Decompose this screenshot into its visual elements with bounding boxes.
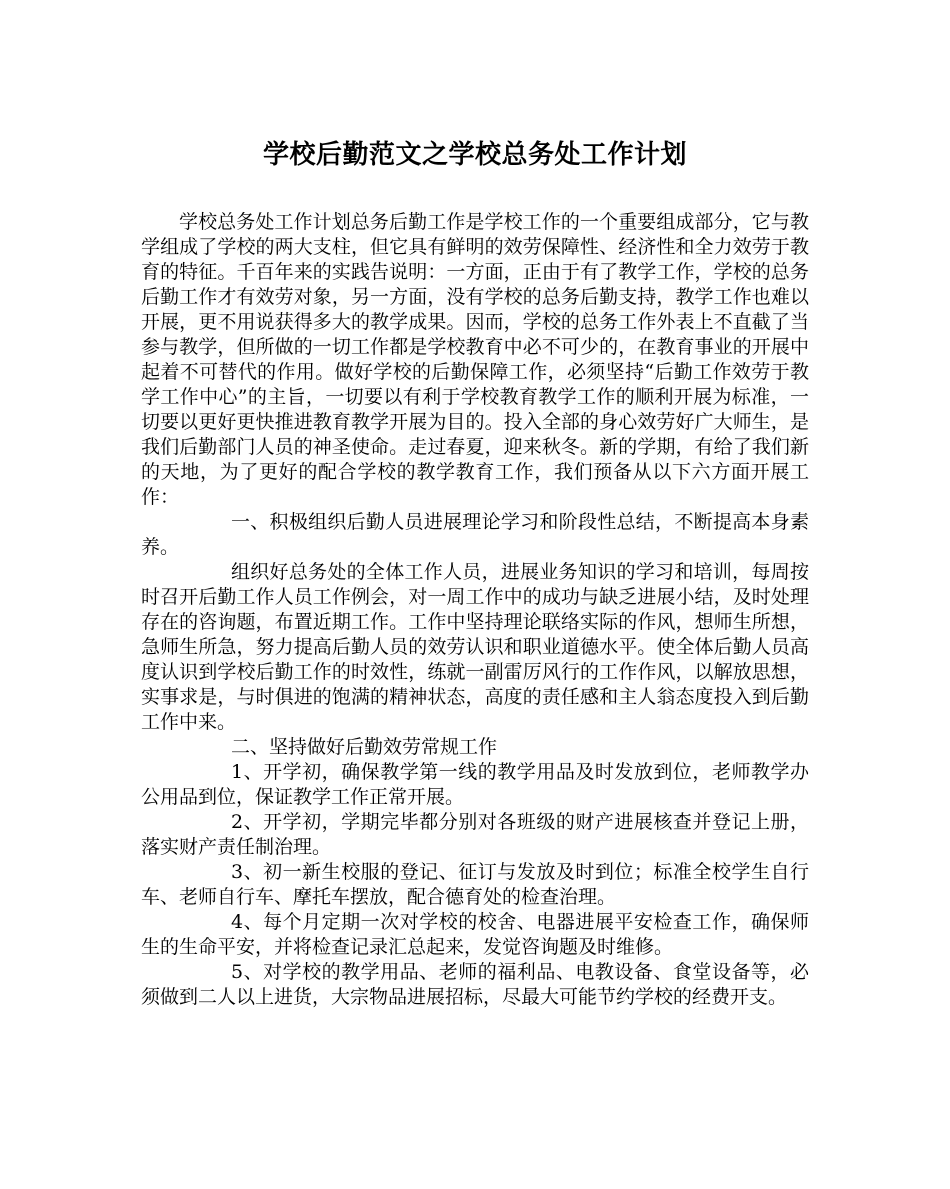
list-item-4: 4、每个月定期一次对学校的校舍、电器进展平安检查工作，确保师生的生命平安，并将检查记录汇总起来，发觉咨询题及时维修。 [141, 911, 809, 958]
list-item-1: 1、开学初，确保教学第一线的教学用品及时发放到位，老师教学办公用品到位，保证教学工作正常开展。 [141, 761, 809, 808]
list-item-3: 3、初一新生校服的登记、征订与发放及时到位；标准全校学生自行车、老师自行车、摩托车摆放，配合德育处的检查治理。 [141, 861, 809, 908]
section-heading-2: 二、坚持做好后勤效劳常规工作 [231, 736, 498, 758]
list-item-5: 5、对学校的教学用品、老师的福利品、电教设备、食堂设备等，必须做到二人以上进货，大宗物品进展招标，尽最大可能节约学校的经费开支。 [141, 961, 809, 1008]
section-heading-1: 一、积极组织后勤人员进展理论学习和阶段性总结，不断提高本身素养。 [141, 511, 809, 558]
document-title: 学校后勤范文之学校总务处工作计划 [262, 140, 687, 170]
paragraph-intro: 学校总务处工作计划总务后勤工作是学校工作的一个重要组成部分，它与教学组成了学校的两大支柱，但它具有鲜明的效劳保障性、经济性和全力效劳于教育的特征。千百年来的实践告说明：一方面，正由于有了教学工作，学校的总务后勤工作才有效劳对象，另一方面，没有学校的总务后勤支持，教学工作也难以开展，更不用说获得多大的教学成果。因而，学校的总务工作外表上不直截了当参与教学，但所做的一切工作都是学校教育中必不可少的，在教育事业的开展中起着不可替代的作用。做好学校的后勤保障工作，必须坚持“后勤工作效劳于教学工作中心”的主旨，一切要以有利于学校教育教学工作的顺利开展为标准，一切要以更好更快推进教育教学开展为目的。投入全部的身心效劳好广大师生，是我们后勤部门人员的神圣使命。走过春夏，迎来秋冬。新的学期，有给了我们新的天地，为了更好的配合学校的教学教育工作，我们预备从以下六方面开展工作： [141, 211, 809, 508]
list-item-2: 2、开学初，学期完毕都分别对各班级的财产进展核查并登记上册，落实财产责任制治理。 [141, 811, 809, 858]
document-body [141, 210, 809, 1010]
paragraph-section-1: 组织好总务处的全体工作人员，进展业务知识的学习和培训，每周按时召开后勤工作人员工作例会，对一周工作中的成功与缺乏进展小结，及时处理存在的咨询题，布置近期工作。工作中坚持理论联络实际的作风，想师生所想，急师生所急，努力提高后勤人员的效劳认识和职业道德水平。使全体后勤人员高度认识到学校后勤工作的时效性，练就一副雷厉风行的工作作风，以解放思想，实事求是，与时俱进的饱满的精神状态，高度的责任感和主人翁态度投入到后勤工作中来。 [141, 561, 809, 733]
